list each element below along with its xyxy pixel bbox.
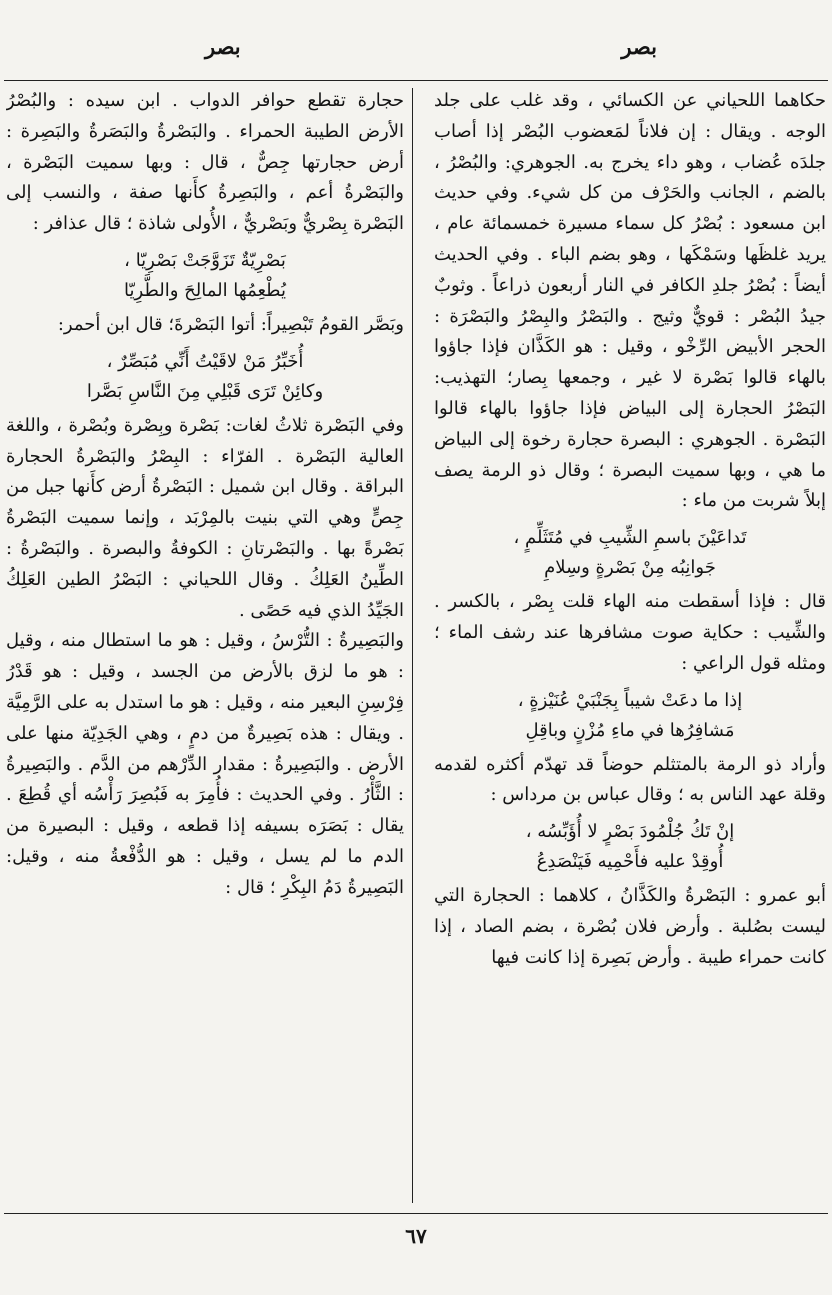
verse-line: مَشافِرُها في ماءِ مُزْنٍ وباقِلِ — [525, 719, 735, 741]
verse-line: أُخَبِّرُ مَنْ لاقَيْتُ أَنِّي مُبَصِّرٌ ، — [106, 350, 304, 372]
verse — [434, 686, 826, 746]
verse-line: جَوانِبُه مِنْ بَصْرةٍ وسِلامِ — [544, 557, 716, 579]
paragraph: وأراد ذو الرمة بالمتثلم حوضاً قد تهدّم أكثره لقدمه وقلة عهد الناس به ؛ وقال عباس بن مرداس : — [434, 753, 826, 806]
verse — [434, 817, 826, 877]
paragraph: حجارة تقطع حوافر الدواب . ابن سيده : والبُصْرُ الأرض الطيبة الحمراء . والبَصْرةُ والبَصَرةُ والبَصِرة : أرض حجارتها جِصٌّ ، قال : وبها سميت البَصْرة ، والبَصْرةُ أعم ، والبَصِرةُ كأَنها صفة ، والنسب إلى البَصْرة بِصْريٌّ وبَصْريٌّ ، الأُولى شاذة ؛ قال عذافر : — [6, 90, 404, 235]
top-rule — [4, 80, 828, 81]
verse — [434, 523, 826, 583]
verse-line: أُوقِدْ عليه فأَحْمِيه فَيَنْصَدِعُ — [536, 851, 724, 873]
paragraph: حكاهما اللحياني عن الكسائي ، وقد غلب على جلد الوجه . ويقال : إن فلاناً لمَعضوب البُصْر إذا أصاب جلدَه عُضاب ، وهو داء يخرج به. الجوهري: والبُصْرُ ، بالضم ، الجانب والحَرْف من كل شيء. وفي حديث ابن مسعود : بُصْرُ كل سماء مسيرة خمسمائة عام ، يريد غلظَها وسَمْكَها ، وهو بضم الباء . وفي الحديث أيضاً : بُصْرُ جلدِ الكافر في النار أربعون ذراعاً . وثوبٌ جيدُ البُصْر : قويٌّ وثيج . والبَصْرُ والبِصْرُ والبَصْرَة : الحجر الأبيض الرِّخْو ، وقيل : هو الكَذَّان فإذا جاؤوا بالهاء قالوا بَصْرة لا غير ، وجمعها بِصار؛ التهذيب: البَصْرُ الحجارة إلى البياض فإذا جاؤوا بالهاء قالوا البَصْرة . الجوهري : البصرة حجارة رخوة إلى البياض ما هي ، وبها سميت البصرة ؛ وقال ذو الرمة يصف إبلاً شربت من ماء : — [434, 90, 826, 512]
verse-line: تَداعَيْنَ باسمِ الشِّيبِ في مُتَثَلِّمٍ ، — [513, 527, 747, 549]
right-running-headword: بصر — [621, 34, 657, 59]
verse — [6, 347, 404, 407]
page-header — [0, 28, 832, 68]
bottom-rule — [4, 1213, 828, 1214]
verse-line: إذا ما دعَتْ شيباً بِجَنْبَيْ عُنَيْزةٍ ، — [517, 689, 743, 711]
left-running-headword: بصر — [205, 34, 241, 59]
paragraph: قال : فإذا أسقطت منه الهاء قلت بِصْر ، بالكسر . والشِّيب : حكاية صوت مشافرها عند رشف الماء ؛ ومثله قول الراعي : — [434, 591, 826, 674]
left-column — [6, 86, 404, 904]
paragraph: وبَصَّر القومُ تَبْصِيراً: أتوا البَصْرةَ؛ قال ابن أحمر: — [57, 313, 404, 335]
verse — [6, 246, 404, 306]
verse-line: وكائِنْ تَرَى قَبْلِي مِنَ النَّاسِ بَصَّرا — [86, 380, 324, 402]
paragraph: أبو عمرو : البَصْرةُ والكَذَّانُ ، كلاهما : الحجارة التي ليست بصُلبة . وأرض فلان بُصْرة ، بضم الصاد ، إذا كانت حمراء طيبة . وأرض بَصِرة إذا كانت فيها — [434, 885, 826, 968]
page-number: ٦٧ — [405, 1224, 427, 1248]
paragraph: وفي البَصْرة ثلاثُ لغات: بَصْرة وبِصْرة وبُصْرة ، واللغة العالية البَصْرة . الفرّاء : البِصْرُ والبَصْرةُ الحجارة البراقة . وقال ابن شميل : البَصْرةُ أرض كأَنها جبل من جِصٍّ وهي التي بنيت بالمِرْبَد ، وإنما سميت البَصْرةُ بَصْرةً بها . والبَصْرتانِ : الكوفةُ والبصرة . والبَصْرةُ : الطِّينُ العَلِكُ . وقال اللحياني : البَصْرُ الطين العَلِكُ الجَيِّدُ الذي فيه حَصًى . — [6, 414, 404, 621]
verse-line: بَصْرِيّةٌ تَزَوَّجَتْ بَصْرِيّا ، — [124, 249, 286, 271]
paragraph: والبَصِيرةُ : التُّرْسُ ، وقيل : هو ما استطال منه ، وقيل : هو ما لزق بالأرض من الجسد ، وقيل : هو قَدْرُ فِرْسِنِ البعير منه ، وقيل : هو ما استدل به على الرَّمِيَّة . ويقال : هذه بَصِيرةٌ من دمٍ ، وهي الجَدِيّة منها على الأرض . والبَصِيرةُ : مقدار الدِّرْهم من الدَّم . والبَصِيرةُ : الثَّأْرُ . وفي الحديث : فأُمِرَ به فَبُصِرَ رَأْسُه أي قُطِعَ . يقال : بَصَرَه بسيفه إذا قطعه ، وقيل : البصيرة من الدم ما لم يسل ، وقيل : هو الدُّفْعةُ منه ، وقيل: البَصِيرةُ دَمُ البِكْرِ ؛ قال : — [6, 630, 404, 898]
verse-line: إنْ تَكُ جُلْمُودَ بَصْرٍ لا أُؤَبِّسُه ، — [525, 821, 735, 843]
column-divider — [412, 88, 413, 1203]
verse-line: يُطْعِمُها المالِحَ والطَّرِيّا — [124, 279, 286, 301]
right-column — [434, 86, 826, 974]
